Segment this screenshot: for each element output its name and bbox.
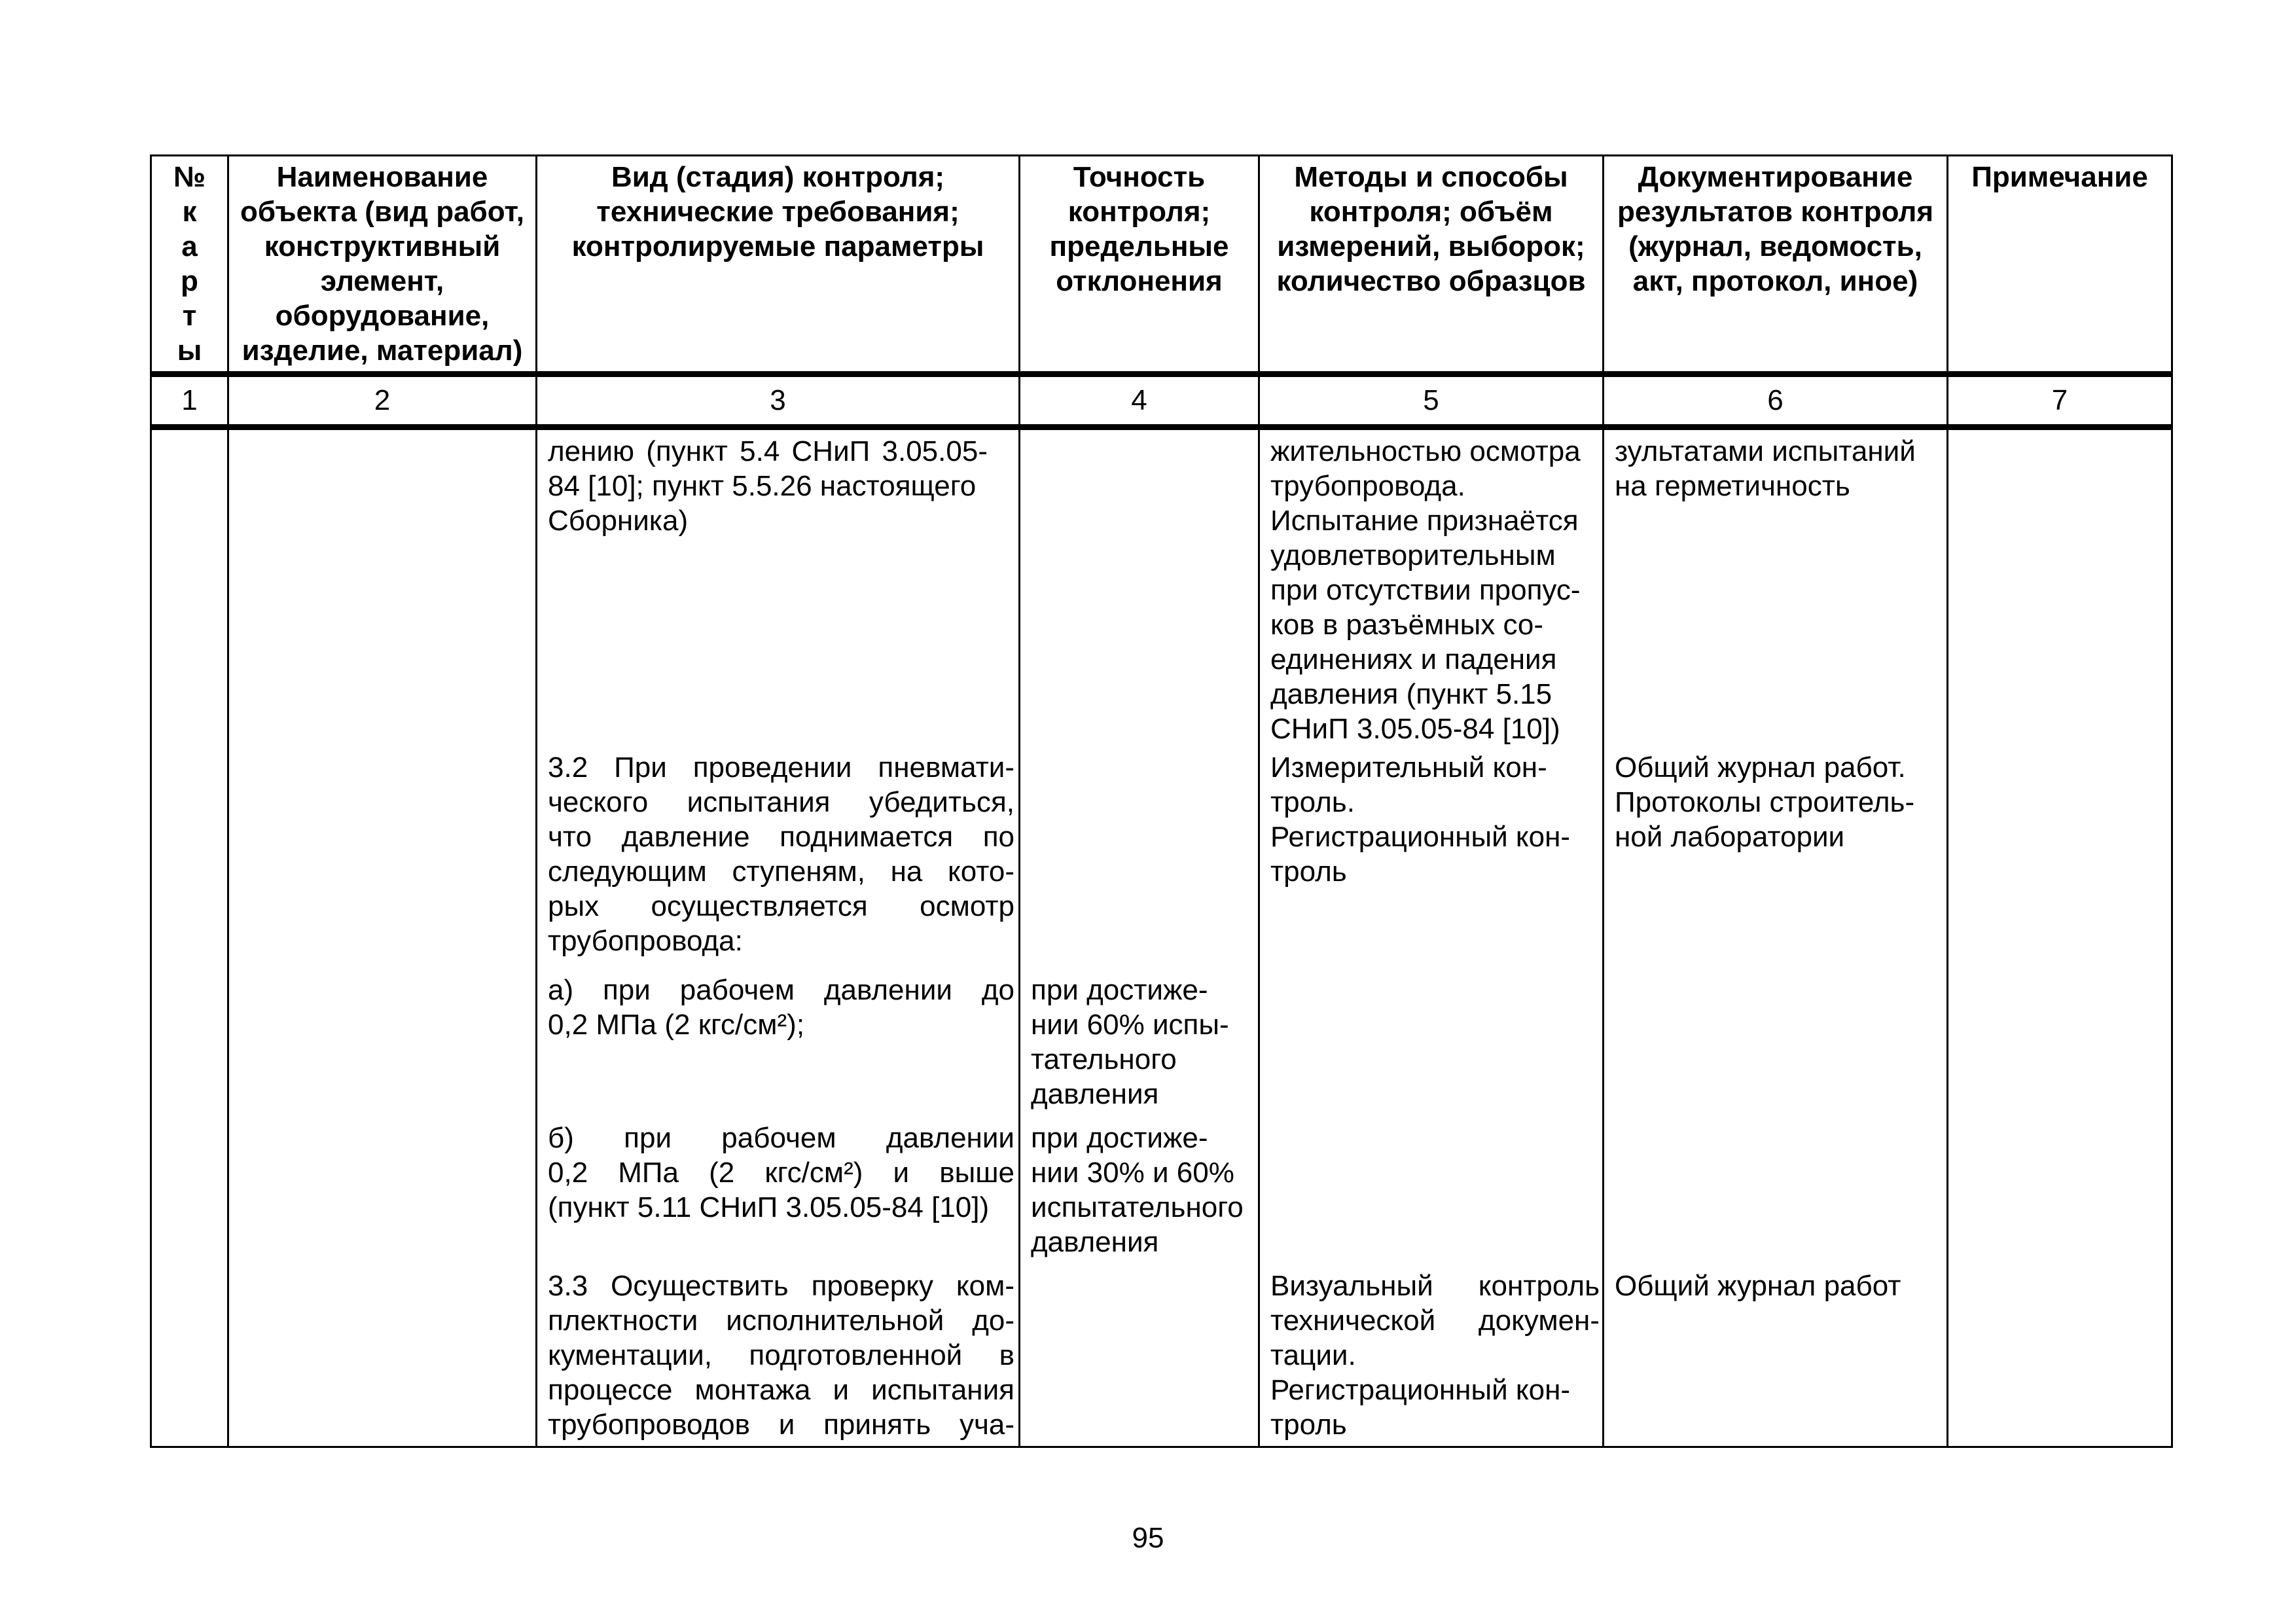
cell-methods bbox=[1259, 969, 1604, 1117]
table-row bbox=[151, 969, 2172, 1117]
table-row bbox=[151, 746, 2172, 969]
header-row bbox=[151, 156, 2172, 374]
table-row bbox=[151, 427, 2172, 747]
cell-object-name bbox=[228, 1117, 537, 1265]
cell-note bbox=[1948, 1265, 2172, 1447]
cell-control-type: 3.2 При проведении пневмати- ческого испытания убедиться, что давление поднимается по следующим ступеням, на кото- рых осуществляется осмотр трубопровода: bbox=[537, 746, 1020, 969]
cell-card-number bbox=[151, 1265, 228, 1447]
cell-accuracy bbox=[1020, 427, 1259, 747]
page-number: 95 bbox=[1132, 1522, 1164, 1554]
cell-accuracy bbox=[1020, 1265, 1259, 1447]
cell-documentation bbox=[1604, 1117, 1948, 1265]
cell-object-name bbox=[228, 427, 537, 747]
cell-documentation bbox=[1604, 969, 1948, 1117]
cell-accuracy: при достиже- нии 30% и 60% испытательного давления bbox=[1020, 1117, 1259, 1265]
column-number: 7 bbox=[1948, 374, 2172, 427]
cell-methods bbox=[1259, 1117, 1604, 1265]
header-methods: Методы и способы контроля; объём измерений, выборок; количество образцов bbox=[1259, 156, 1604, 374]
cell-note bbox=[1948, 969, 2172, 1117]
cell-methods: Визуальный контроль технической докумен- тации. Регистрационный кон- троль bbox=[1259, 1265, 1604, 1447]
header-card-number: № к а р т ы bbox=[151, 156, 228, 374]
cell-object-name bbox=[228, 746, 537, 969]
cell-note bbox=[1948, 427, 2172, 747]
cell-control-type: лению (пункт 5.4 СНиП 3.05.05- 84 [10]; пункт 5.5.26 настоящего Сборника) bbox=[537, 427, 1020, 747]
cell-control-type: б) при рабочем давлении 0,2 МПа (2 кгс/см²) и выше (пункт 5.11 СНиП 3.05.05-84 [10]) bbox=[537, 1117, 1020, 1265]
control-table bbox=[150, 154, 2173, 1448]
cell-note bbox=[1948, 746, 2172, 969]
cell-card-number bbox=[151, 1117, 228, 1265]
header-documentation: Документирование результатов контроля (журнал, ведомость, акт, протокол, иное) bbox=[1604, 156, 1948, 374]
cell-object-name bbox=[228, 969, 537, 1117]
header-note: Примечание bbox=[1948, 156, 2172, 374]
column-number: 6 bbox=[1604, 374, 1948, 427]
cell-control-type: а) при рабочем давлении до 0,2 МПа (2 кгс/см²); bbox=[537, 969, 1020, 1117]
cell-accuracy: при достиже- нии 60% испы- тательного давления bbox=[1020, 969, 1259, 1117]
column-number: 2 bbox=[228, 374, 537, 427]
header-control-type: Вид (стадия) контроля; технические требования; контролируемые параметры bbox=[537, 156, 1020, 374]
header-accuracy: Точность контроля; предельные отклонения bbox=[1020, 156, 1259, 374]
cell-card-number bbox=[151, 746, 228, 969]
cell-note bbox=[1948, 1117, 2172, 1265]
column-number: 4 bbox=[1020, 374, 1259, 427]
cell-card-number bbox=[151, 427, 228, 747]
cell-documentation: Общий журнал работ bbox=[1604, 1265, 1948, 1447]
cell-methods: жительностью осмотра трубопровода. Испытание признаётся удовлетворительным при отсутствии пропус- ков в разъёмных со- единениях и падения давления (пункт 5.15 СНиП 3.05.05-84 [10]) bbox=[1259, 427, 1604, 747]
column-number: 3 bbox=[537, 374, 1020, 427]
column-number: 5 bbox=[1259, 374, 1604, 427]
table-row bbox=[151, 1117, 2172, 1265]
cell-object-name bbox=[228, 1265, 537, 1447]
cell-accuracy bbox=[1020, 746, 1259, 969]
column-number: 1 bbox=[151, 374, 228, 427]
table-row bbox=[151, 1265, 2172, 1447]
cell-documentation: зультатами испытаний на герметичность bbox=[1604, 427, 1948, 747]
cell-documentation: Общий журнал работ. Протоколы строитель- ной лаборатории bbox=[1604, 746, 1948, 969]
header-object-name: Наименование объекта (вид работ, конструктивный элемент, оборудование, изделие, материал) bbox=[228, 156, 537, 374]
column-number-row bbox=[151, 374, 2172, 427]
cell-methods: Измерительный кон- троль. Регистрационный кон- троль bbox=[1259, 746, 1604, 969]
cell-card-number bbox=[151, 969, 228, 1117]
cell-control-type: 3.3 Осуществить проверку ком- плектности исполнительной до- кументации, подготовленной в процессе монтажа и испытания трубопроводов и принять уча- bbox=[537, 1265, 1020, 1447]
